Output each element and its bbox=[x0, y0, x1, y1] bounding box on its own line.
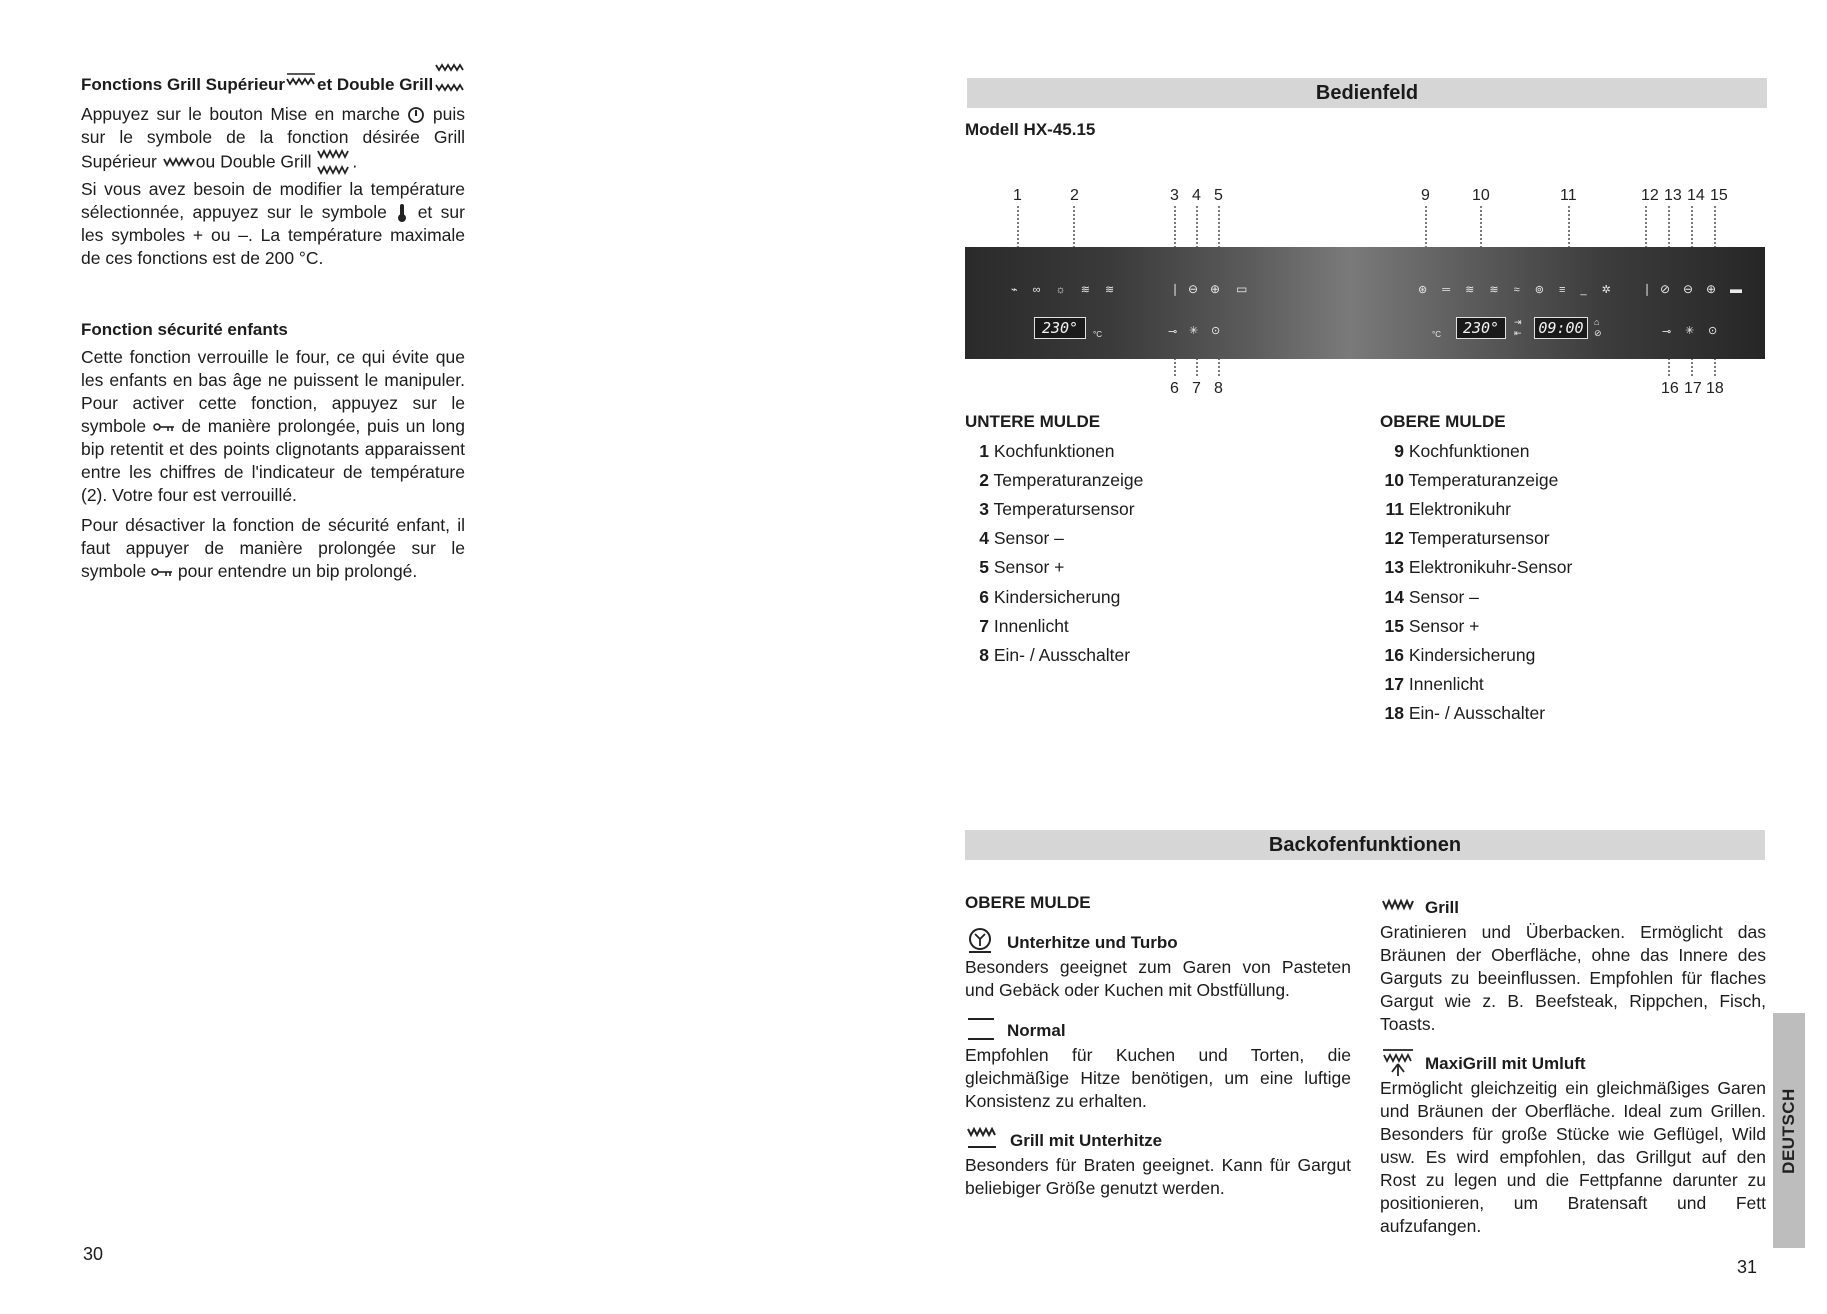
label-6: 6 bbox=[1170, 380, 1179, 397]
legend-label: Temperatursensor bbox=[1408, 528, 1550, 548]
legend-item bbox=[1380, 468, 1558, 492]
grill-heading-prefix: Fonctions Grill Supérieur bbox=[81, 75, 286, 94]
double-grill-icon bbox=[433, 62, 467, 94]
plus-sensor-icon-upper[interactable]: ⊕ bbox=[1706, 282, 1717, 296]
legend-number: 5 bbox=[979, 557, 989, 577]
legend-number: 16 bbox=[1384, 645, 1404, 665]
label-10: 10 bbox=[1472, 187, 1490, 204]
legend-label: Elektronikuhr-Sensor bbox=[1408, 557, 1573, 577]
label-15: 15 bbox=[1710, 187, 1728, 204]
legend-number: 6 bbox=[979, 587, 989, 607]
label-3: 3 bbox=[1170, 187, 1179, 204]
legend-label: Sensor – bbox=[993, 528, 1064, 548]
legend-label: Elektronikuhr bbox=[1408, 499, 1512, 519]
legend-number: 18 bbox=[1384, 703, 1404, 723]
top-grill-icon bbox=[285, 72, 317, 88]
thermometer-icon bbox=[395, 203, 409, 223]
grill-icon bbox=[1381, 898, 1415, 912]
grill-p2-b: et sur les symboles + ou –. La température maximale de ces fonctions est de 200 °C. bbox=[81, 202, 465, 268]
double-grill-icon-inline bbox=[316, 149, 352, 177]
safety-paragraph-2 bbox=[81, 514, 465, 583]
legend-item bbox=[965, 468, 1143, 492]
legend-label: Temperaturanzeige bbox=[1408, 470, 1559, 490]
legend-item bbox=[1380, 585, 1479, 609]
lower-oven-title: UNTERE MULDE bbox=[965, 412, 1101, 431]
lower-temp-display: 230° bbox=[1034, 317, 1086, 339]
functions-title: Backofenfunktionen bbox=[965, 830, 1765, 860]
grill-bottom-text: Besonders für Braten geeignet. Kann für Gargut beliebiger Größe genutzt werden. bbox=[965, 1155, 1351, 1198]
legend-number: 13 bbox=[1384, 557, 1404, 577]
label-2: 2 bbox=[1070, 187, 1079, 204]
bottom-heat-turbo-icon bbox=[966, 926, 994, 954]
label-14: 14 bbox=[1687, 187, 1705, 204]
legend-label: Temperaturanzeige bbox=[993, 470, 1144, 490]
label-9: 9 bbox=[1421, 187, 1430, 204]
legend-label: Ein- / Ausschalter bbox=[1408, 703, 1546, 723]
bottom-turbo-text: Besonders geeignet zum Garen von Pasteten und Gebäck oder Kuchen mit Obstfüllung. bbox=[965, 957, 1351, 1000]
legend-label: Sensor + bbox=[993, 557, 1065, 577]
power-icon bbox=[407, 106, 425, 124]
safety-heading: Fonction sécurité enfants bbox=[81, 320, 288, 339]
legend-item bbox=[965, 555, 1064, 579]
label-1: 1 bbox=[1013, 187, 1022, 204]
legend-number: 11 bbox=[1385, 499, 1404, 519]
label-11: 11 bbox=[1560, 187, 1577, 204]
key-icon bbox=[153, 421, 175, 433]
normal-icon bbox=[966, 1016, 996, 1042]
label-17: 17 bbox=[1684, 380, 1702, 397]
safety-p1-a: Cette fonction verrouille le four, ce qui évite que les enfants en bas âge ne puissent le manipuler. Pour activer cette fonction, appuyez sur le symbole bbox=[81, 347, 465, 436]
label-18: 18 bbox=[1706, 380, 1724, 397]
grill-bottom-title: Grill mit Unterhitze bbox=[1010, 1131, 1163, 1150]
minus-sensor-icon-lower[interactable]: ⊖ bbox=[1188, 282, 1199, 296]
function-icons-upper: ⊛ ═ ≋ ≋ ≈ ⊚ ≡ _ ✲ bbox=[1418, 284, 1617, 296]
grill-paragraph-2 bbox=[81, 178, 465, 270]
label-16: 16 bbox=[1661, 380, 1679, 397]
grill-p1-c: ou Double Grill bbox=[195, 151, 312, 172]
grill-title: Grill bbox=[1425, 898, 1460, 917]
clock-display: 09:00 bbox=[1534, 317, 1588, 339]
functions-subtitle: OBERE MULDE bbox=[965, 893, 1091, 912]
label-12: 12 bbox=[1641, 187, 1659, 204]
legend-number: 1 bbox=[979, 441, 989, 461]
function-icons-lower: ⌁ ∞ ☼ ≋ ≋ bbox=[1011, 284, 1121, 296]
control-panel-title: Bedienfeld bbox=[967, 78, 1767, 108]
unit-label-upper: °C bbox=[1432, 330, 1441, 339]
power-icon-upper[interactable]: ⊙ bbox=[1708, 325, 1718, 337]
upper-temp-display: 230° bbox=[1456, 317, 1506, 339]
label-13: 13 bbox=[1664, 187, 1682, 204]
legend-number: 4 bbox=[979, 528, 989, 548]
model-label: Modell HX-45.15 bbox=[965, 120, 1096, 139]
temp-sensor-icon-upper[interactable]: ❘ bbox=[1642, 282, 1653, 296]
control-panel-strip bbox=[965, 247, 1765, 359]
legend-label: Innenlicht bbox=[993, 616, 1069, 636]
maxigrill-text: Ermöglicht gleichzeitig ein gleichmäßiges Garen und Bräunen der Oberfläche. Ideal zum Grillen. Besonders für große Stücke wie Geflügel, Wild usw. Es wird empfohlen, das Grillgut auf den Rost zu legen und die Fettpfanne darunter zu positionieren, um Bratensaft und Fett aufzufangen. bbox=[1380, 1078, 1766, 1236]
legend-number: 12 bbox=[1384, 528, 1404, 548]
legend-item bbox=[1380, 555, 1572, 579]
grill-paragraph-1 bbox=[81, 103, 465, 177]
safety-p1-b: de manière prolongée, puis un long bip retentit et des points clignotants apparaissent entre les chiffres de l'indicateur de température (2). Votre four est verrouillé. bbox=[81, 416, 465, 505]
grill-p1-d: . bbox=[352, 151, 358, 172]
key-icon-lower[interactable]: ⊸ bbox=[1168, 326, 1178, 338]
grill-heading bbox=[81, 68, 501, 102]
top-grill-icon-inline bbox=[162, 156, 196, 170]
legend-item bbox=[1380, 643, 1535, 667]
legend-item bbox=[965, 497, 1135, 521]
legend-item bbox=[1380, 701, 1545, 725]
grill-bottom-heat-icon bbox=[966, 1126, 998, 1150]
clock-sensor-icon[interactable]: ⊘ bbox=[1660, 282, 1671, 296]
legend-item bbox=[1380, 497, 1511, 521]
normal-title: Normal bbox=[1007, 1021, 1066, 1040]
legend-number: 3 bbox=[979, 499, 989, 519]
safety-p2-b: pour entendre un bip prolongé. bbox=[177, 561, 418, 581]
legend-label: Kindersicherung bbox=[993, 587, 1121, 607]
legend-label: Kochfunktionen bbox=[1408, 441, 1530, 461]
legend-number: 8 bbox=[979, 645, 989, 665]
tray-icon-lower: ▭ bbox=[1236, 282, 1248, 296]
legend-number: 17 bbox=[1384, 674, 1404, 694]
legend-label: Innenlicht bbox=[1408, 674, 1484, 694]
plus-sensor-icon-lower[interactable]: ⊕ bbox=[1210, 282, 1221, 296]
page-number-left: 30 bbox=[83, 1244, 104, 1264]
legend-item bbox=[1380, 614, 1479, 638]
legend-label: Temperatursensor bbox=[993, 499, 1135, 519]
legend-item bbox=[965, 526, 1064, 550]
temp-sensor-icon-lower[interactable]: ❘ bbox=[1170, 282, 1181, 296]
upper-oven-title: OBERE MULDE bbox=[1380, 412, 1506, 431]
grill-p1-b: puis sur le symbole de la fonction désirée Grill Supérieur bbox=[81, 104, 465, 172]
light-icon-upper[interactable]: ✳ bbox=[1685, 325, 1695, 337]
legend-item bbox=[965, 643, 1130, 667]
safety-paragraph-1 bbox=[81, 346, 465, 507]
legend-item bbox=[1380, 439, 1530, 463]
timer-arrows-icon: ⇥ ⇤ bbox=[1514, 317, 1522, 338]
legend-item bbox=[965, 585, 1120, 609]
minus-sensor-icon-upper[interactable]: ⊖ bbox=[1683, 282, 1694, 296]
power-icon-lower[interactable]: ⊙ bbox=[1211, 325, 1221, 337]
legend-label: Ein- / Ausschalter bbox=[993, 645, 1131, 665]
key-icon-2 bbox=[151, 566, 173, 578]
legend-label: Sensor – bbox=[1408, 587, 1479, 607]
key-icon-upper[interactable]: ⊸ bbox=[1662, 326, 1672, 338]
legend-number: 2 bbox=[979, 470, 989, 490]
page-number-right: 31 bbox=[1737, 1257, 1758, 1277]
label-4: 4 bbox=[1192, 187, 1201, 204]
clock-icons: ⌂ ⊘ bbox=[1594, 317, 1602, 338]
label-8: 8 bbox=[1214, 380, 1223, 397]
maxigrill-fan-icon bbox=[1381, 1048, 1415, 1078]
label-7: 7 bbox=[1192, 380, 1201, 397]
bottom-turbo-title: Unterhitze und Turbo bbox=[1007, 933, 1178, 952]
grill-text: Gratinieren und Überbacken. Ermöglicht das Bräunen der Oberfläche, ohne das Innere des Garguts zu beeinflussen. Empfohlen für flaches Gargut wie z. B. Beefsteak, Rippchen, Fisch, Toasts. bbox=[1380, 922, 1766, 1034]
legend-label: Kochfunktionen bbox=[993, 441, 1115, 461]
grill-heading-middle: et Double Grill bbox=[317, 75, 434, 94]
normal-text: Empfohlen für Kuchen und Torten, die gleichmäßige Hitze benötigen, um eine luftige Konsistenz zu erhalten. bbox=[965, 1045, 1351, 1111]
maxigrill-title: MaxiGrill mit Umluft bbox=[1425, 1054, 1586, 1073]
legend-label: Kindersicherung bbox=[1408, 645, 1536, 665]
legend-item bbox=[965, 439, 1115, 463]
legend-item bbox=[965, 614, 1069, 638]
legend-number: 7 bbox=[979, 616, 989, 636]
legend-item bbox=[1380, 526, 1550, 550]
tray-icon-upper: ▬ bbox=[1730, 282, 1742, 296]
safety-p2-a: Pour désactiver la fonction de sécurité enfant, il faut appuyer de manière prolongée sur le symbole bbox=[81, 515, 465, 581]
legend-item bbox=[1380, 672, 1484, 696]
light-icon-lower[interactable]: ✳ bbox=[1189, 325, 1199, 337]
unit-label-lower: °C bbox=[1093, 330, 1102, 339]
legend-number: 15 bbox=[1384, 616, 1404, 636]
legend-number: 10 bbox=[1384, 470, 1404, 490]
label-5: 5 bbox=[1214, 187, 1223, 204]
legend-number: 14 bbox=[1384, 587, 1404, 607]
language-tab-label: DEUTSCH bbox=[1779, 1087, 1798, 1174]
legend-number: 9 bbox=[1394, 441, 1404, 461]
grill-p2-a: Si vous avez besoin de modifier la température sélectionnée, appuyez sur le symbole bbox=[81, 179, 465, 222]
legend-label: Sensor + bbox=[1408, 616, 1480, 636]
language-tab bbox=[1773, 1013, 1805, 1248]
grill-p1-a: Appuyez sur le bouton Mise en marche bbox=[81, 104, 400, 124]
